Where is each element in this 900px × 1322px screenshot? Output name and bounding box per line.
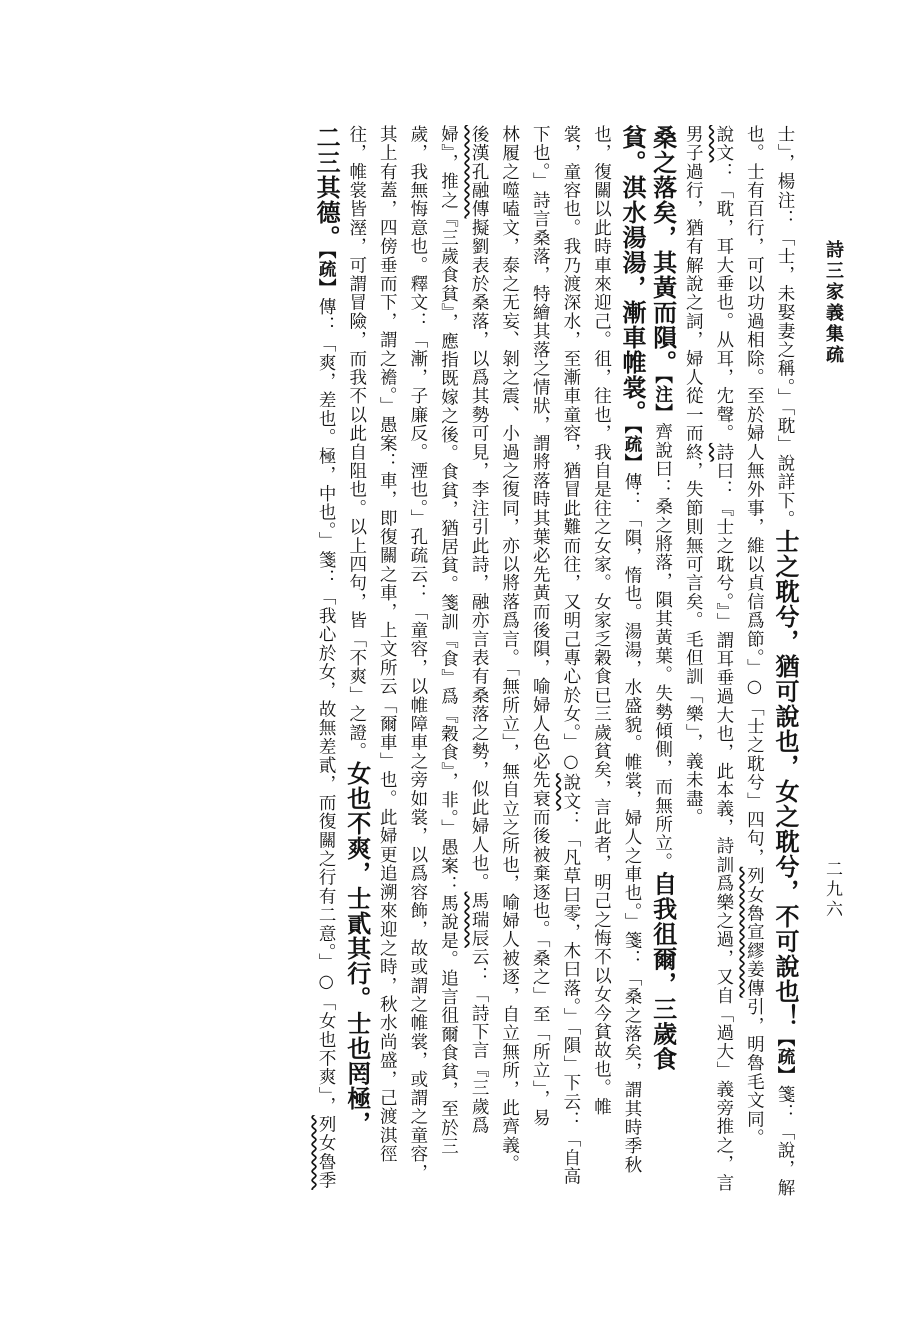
- cited-title: 列女魯宣繆姜傳: [744, 866, 765, 998]
- poem-line: 貧。淇水湯湯，漸車帷裳。: [618, 125, 648, 425]
- text-column: [555, 125, 586, 1225]
- text-column: [494, 125, 525, 1225]
- cited-title: 說文: [560, 773, 581, 811]
- section-tag: 【疏】: [622, 425, 643, 473]
- commentary-text: 箋：「說，解: [775, 1084, 795, 1198]
- text-column: [463, 125, 494, 1225]
- commentary-text: 擬劉表於桑落，以爲其勢可見，李注引此詩，融亦言表有桑落之勢，似此婦人也。: [469, 218, 490, 892]
- commentary-text: 婦』，推之『三歲食貧』，應指既嫁之後。食貧，猶居貧。箋訓『食』爲『穀食』，非。」愚案：馬說是。追言徂爾食貧，至於三: [438, 125, 459, 1156]
- poem-line: 女也不爽，士貳其行。士也罔極，: [342, 760, 372, 1136]
- page-number: 二九六: [822, 860, 842, 920]
- commentary-text: 傳：「爽，差也。極，中也。」箋：「我心於女，故無差貳，而復關之行有二意。」○「女也不爽」，: [316, 297, 337, 1116]
- text-column: [311, 125, 342, 1225]
- poem-line: 二三其德。: [312, 125, 342, 250]
- cited-title: 後漢孔融傳: [469, 125, 490, 219]
- cited-title: 列女魯季: [316, 1115, 337, 1190]
- commentary-text: 往，帷裳皆溼，可謂冒險，而我不以此自阻也。以上四句，皆「不爽」之證。: [346, 125, 367, 761]
- commentary-text: ：「凡草曰零，木曰落。」「隕」下云：「自高: [560, 810, 581, 1186]
- commentary-text: ：「耽，耳大垂也。从耳，冘聲。: [713, 162, 734, 443]
- text-column: [402, 125, 433, 1225]
- cited-title: 馬瑞辰: [469, 891, 490, 948]
- poem-line: 士之耽兮，猶可說也，女之耽兮，不可說也！: [771, 528, 800, 1029]
- section-tag: 【疏】: [316, 250, 337, 298]
- commentary-text: 其上有蓋，四傍垂而下，謂之襜。」愚案：車，即復關之車，上文所云「爾車」也。此婦更追溯來迎之時，秋水尚盛，己渡淇徑: [377, 125, 398, 1164]
- commentary-text: 齊說曰：桑之將落，隕其黃葉。失勢傾側，而無所立。: [652, 422, 673, 872]
- commentary-text: 也。士有百行，可以功過相除。至於婦人無外事，維以貞信爲節。」○「士之耽兮」四句，: [744, 125, 765, 867]
- running-title: 詩三家義集疏: [823, 240, 844, 366]
- commentary-text: 男子過行，猶有解說之詞，婦人從一而終，失節則無可言矣。毛但訓「樂」，義未盡。: [683, 125, 704, 827]
- text-column: [525, 125, 556, 1225]
- text-column: [616, 125, 647, 1225]
- text-column: [647, 125, 678, 1225]
- cited-title: 詩: [713, 442, 734, 462]
- text-column: [769, 125, 800, 1225]
- text-column: [708, 125, 739, 1225]
- section-tag: 【注】: [652, 375, 673, 423]
- commentary-text: 曰：『士之耽兮。』」謂耳垂過大也，此本義，詩訓爲樂之過，又自「過大」義旁推之，言: [713, 461, 734, 1193]
- text-column: [586, 125, 617, 1225]
- commentary-text: 林履之噬嗑文，泰之无妄、剝之震、小過之復同，亦以將落爲言。「無所立」，無自立之所也，喻婦人被逐，自立無所，此齊義。: [499, 125, 520, 1174]
- commentary-text: 士」，楊注：「士，未娶妻之稱。」「耽」說詳下。: [775, 125, 795, 529]
- poem-line: 桑之落矣，其黃而隕。: [648, 125, 678, 375]
- body-text: [150, 125, 800, 1225]
- commentary-text: 引，明魯毛文同。: [744, 997, 765, 1148]
- commentary-text: 下也。」詩言桑落，特繪其落之情狀，謂將落時其葉必先黃而後隕，喻婦人色必先衰而後被棄逐也。「桑之」至「所立」，易: [530, 125, 551, 1128]
- commentary-text: 傳：「隕，惰也。湯湯，水盛貌。帷裳，婦人之車也。」箋：「桑之落矣，謂其時季秋: [622, 472, 643, 1175]
- text-column: [341, 125, 372, 1225]
- section-tag: 【疏】: [775, 1028, 795, 1085]
- text-column: [739, 125, 770, 1225]
- commentary-text: 也，復關以此時車來迎己。徂，往也，我自是往之女家。女家乏穀食已三歲貧矣，言此者，明己之悔不以女今貧故也。帷: [591, 125, 612, 1117]
- text-column: [678, 125, 709, 1225]
- commentary-text: 云：「詩下言『三歲爲: [469, 947, 490, 1135]
- cited-title: 說文: [713, 125, 734, 163]
- commentary-text: 裳，童容也。我乃渡深水，至漸車童容，猶冒此難而往，又明己專心於女。」○: [560, 125, 581, 774]
- commentary-text: 歲，我無悔意也。釋文：「漸，子廉反。湮也。」孔疏云：「童容，以帷障車之旁如裳，以爲容飾，故或謂之帷裳，或謂之童容，: [407, 125, 428, 1183]
- poem-line: 自我徂爾，三歲食: [648, 871, 678, 1072]
- text-column: [433, 125, 464, 1225]
- text-column: [372, 125, 403, 1225]
